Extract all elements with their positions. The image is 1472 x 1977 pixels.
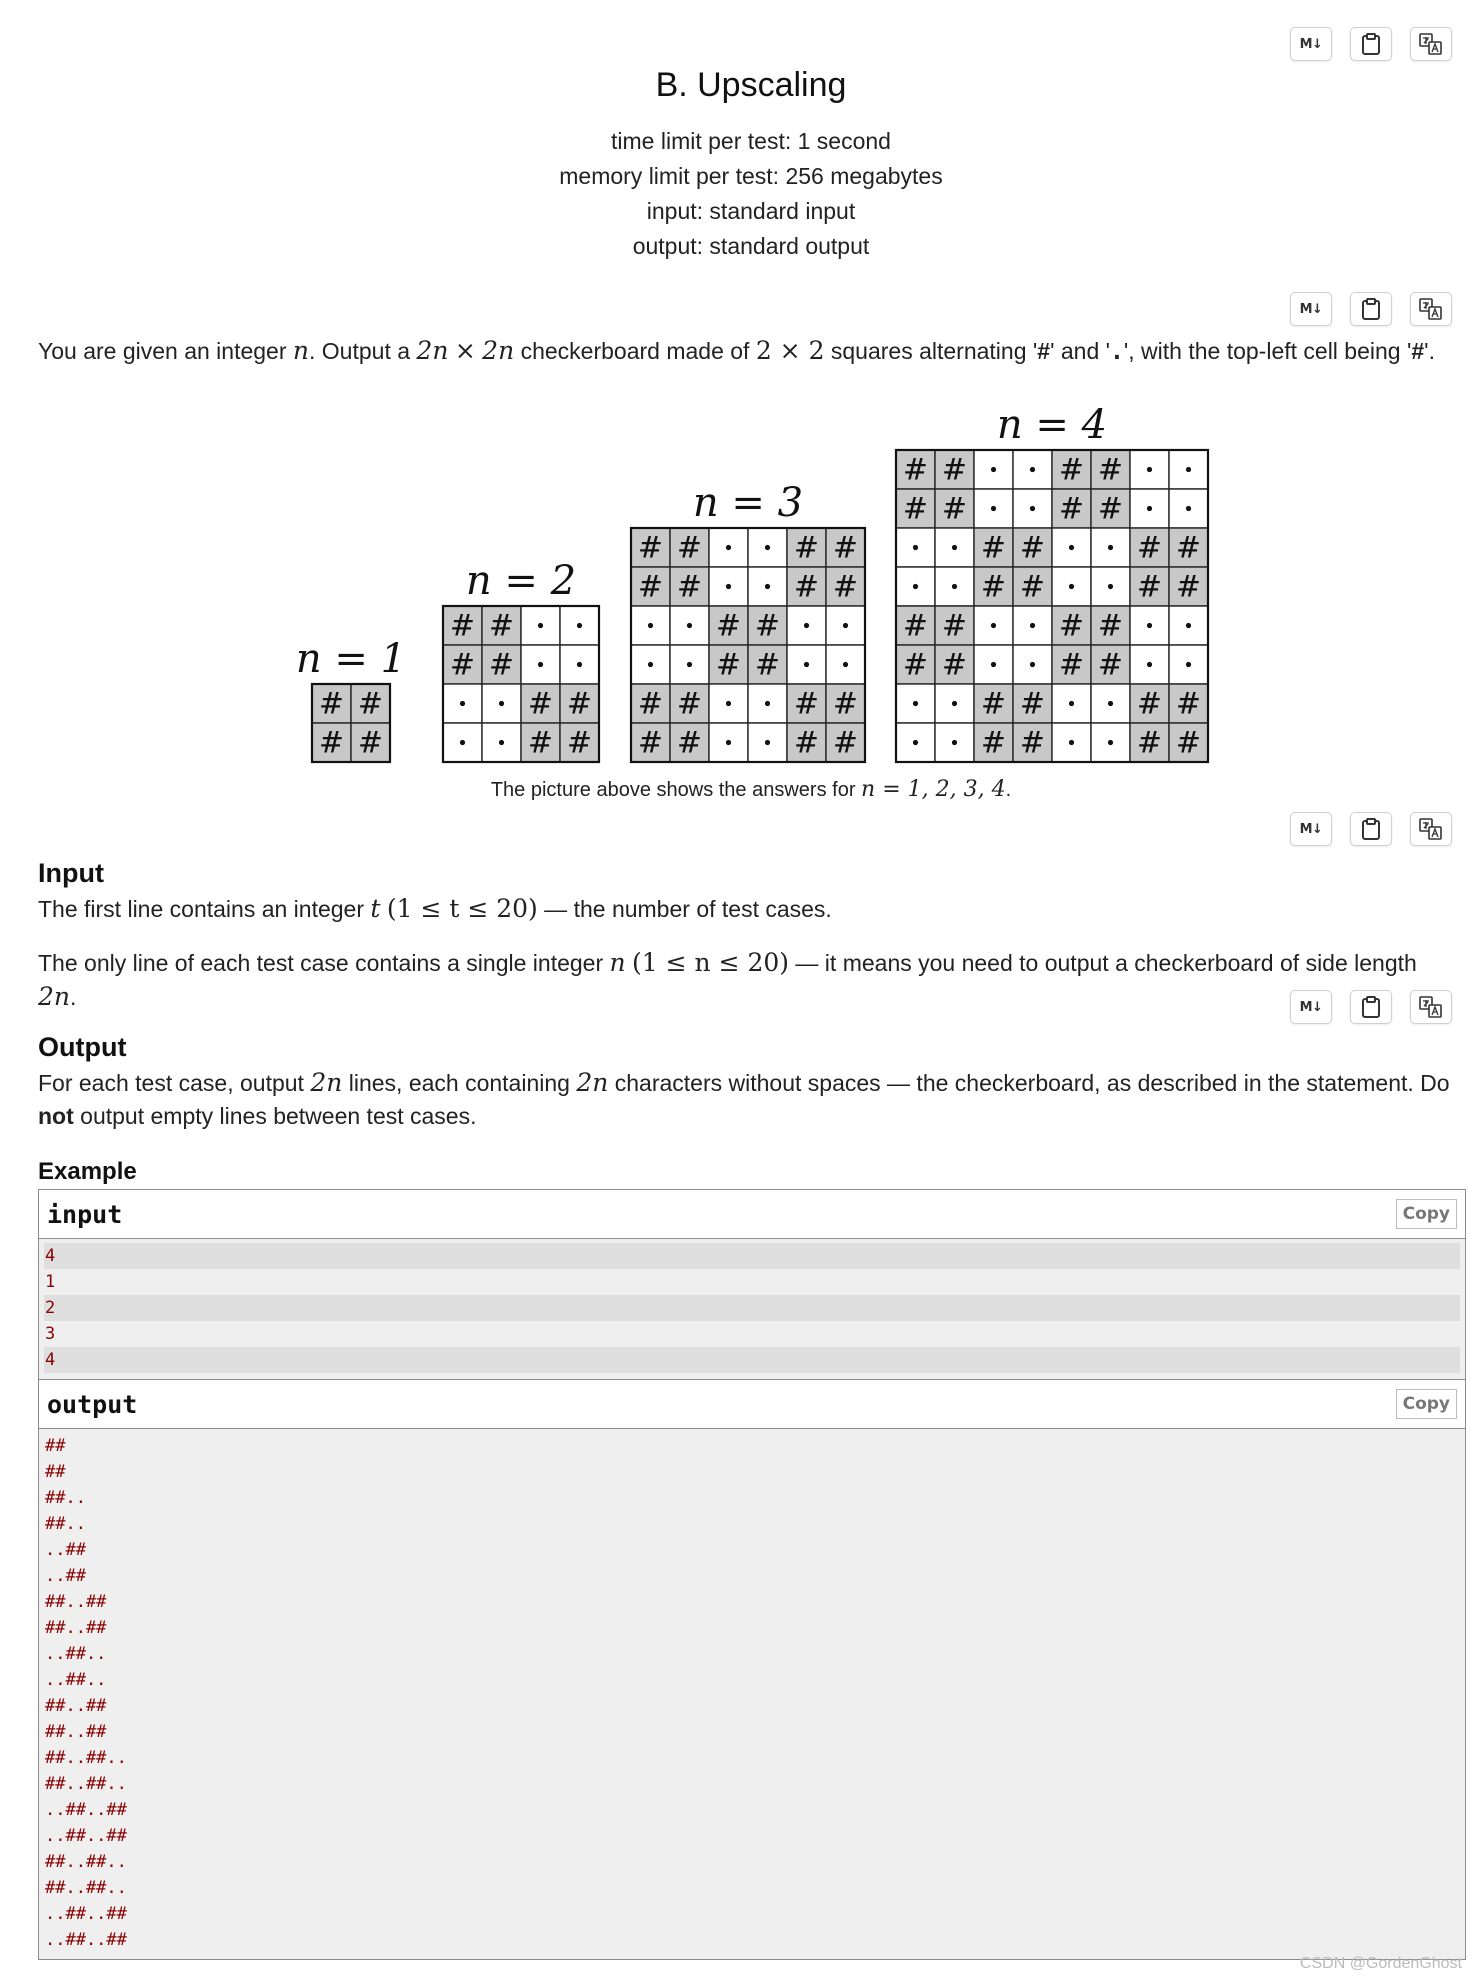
sample-output-line: ##: [45, 1462, 66, 1482]
sample-output-line: ##..: [45, 1514, 86, 1534]
dot-mark: [1030, 623, 1035, 628]
sample-output-line: ##: [45, 1436, 66, 1456]
dot-mark: [687, 662, 692, 667]
dot-mark: [952, 584, 957, 589]
input-text: — the number of test cases.: [537, 896, 832, 922]
math-expr: 2n: [310, 1068, 343, 1097]
checkerboard-figure: [0, 390, 1472, 770]
sample-output-line: ..##..##: [45, 1800, 127, 1820]
hash-mark: #: [941, 452, 968, 488]
statement-text-part: '.: [1424, 338, 1435, 364]
dot-mark: [991, 467, 996, 472]
hash-mark: #: [1136, 530, 1163, 566]
copy-statement-button[interactable]: [1350, 292, 1392, 326]
translate-button[interactable]: [1410, 990, 1452, 1024]
sample-input: [38, 1189, 1466, 1380]
input-type: input: standard input: [646, 198, 856, 224]
math-times: ×: [454, 336, 476, 365]
hash-mark: #: [1058, 647, 1085, 683]
sample-output-line: ..##..: [45, 1644, 107, 1664]
dot-mark: [804, 662, 809, 667]
translate-icon: [1419, 818, 1443, 840]
hash-mark: #: [902, 491, 929, 527]
hash-mark: #: [449, 647, 476, 683]
dot-mark: [913, 701, 918, 706]
hash-mark: #: [566, 686, 593, 722]
math-var: n: [609, 948, 626, 977]
markdown-icon: M↓: [1299, 999, 1323, 1015]
dot-mark: [1108, 584, 1113, 589]
hash-mark: #: [941, 608, 968, 644]
dot-mark: [648, 623, 653, 628]
dot-mark: [1186, 662, 1191, 667]
dot-mark: [577, 623, 582, 628]
dot-mark: [991, 662, 996, 667]
hash-mark: #: [1097, 647, 1124, 683]
dot-mark: [687, 623, 692, 628]
dot-mark: [726, 584, 731, 589]
translate-button[interactable]: [1410, 27, 1452, 61]
board-n1: [296, 636, 406, 762]
output-section-title: Output: [38, 1032, 127, 1062]
hash-mark: #: [1175, 530, 1202, 566]
hash-mark: #: [1097, 452, 1124, 488]
dot-mark: [952, 545, 957, 550]
sample-output-line: ##..##..: [45, 1774, 127, 1794]
hash-mark: #: [637, 686, 664, 722]
copy-output-spec-button[interactable]: [1350, 990, 1392, 1024]
markdown-button[interactable]: [1290, 292, 1332, 326]
sample-output-line: ##..##..: [45, 1748, 127, 1768]
sample-output-line: ..##..##: [45, 1930, 127, 1950]
markdown-icon: M↓: [1299, 301, 1323, 317]
hash-mark: #: [676, 686, 703, 722]
sample-input-label: input: [47, 1200, 123, 1229]
copy-statement-button[interactable]: [1350, 27, 1392, 61]
dot-char: .: [1110, 339, 1124, 365]
dot-mark: [1108, 545, 1113, 550]
math-var: t: [370, 894, 381, 923]
dot-mark: [1186, 467, 1191, 472]
math-expr: 2n: [576, 1068, 609, 1097]
board-label: n = 4: [996, 402, 1108, 448]
math-expr: 2n: [416, 336, 449, 365]
math-expr: 2n: [38, 982, 71, 1011]
sample-input-line: 3: [45, 1324, 56, 1344]
dot-mark: [460, 701, 465, 706]
hash-mark: #: [676, 725, 703, 761]
math-constraint: (1 ≤ t ≤ 20): [386, 894, 538, 923]
dot-mark: [1030, 662, 1035, 667]
problem-limits: [0, 124, 1472, 264]
hash-mark: #: [941, 647, 968, 683]
sample-output-header: [39, 1380, 1465, 1429]
input-line-2: [38, 946, 1458, 1014]
output-toolbar: [1290, 990, 1452, 1024]
time-limit: time limit per test: 1 second: [611, 128, 891, 154]
sample-output-line: ##..##: [45, 1618, 107, 1638]
board-label: n = 3: [692, 480, 804, 526]
hash-mark: #: [941, 491, 968, 527]
translate-icon: [1419, 33, 1443, 55]
sample-output-line: ..##: [45, 1540, 86, 1560]
dot-mark: [538, 623, 543, 628]
dot-mark: [991, 623, 996, 628]
hash-mark: #: [488, 608, 515, 644]
translate-icon: [1419, 298, 1443, 320]
dot-mark: [577, 662, 582, 667]
sample-input-line: 4: [44, 1347, 1460, 1373]
hash-mark: #: [902, 647, 929, 683]
sample-output-line: ##..##..: [45, 1852, 127, 1872]
hash-mark: #: [318, 686, 345, 722]
dot-mark: [952, 740, 957, 745]
example-title: Example: [38, 1158, 137, 1185]
hash-mark: #: [1097, 491, 1124, 527]
sample-output-line: ##..: [45, 1488, 86, 1508]
input-toolbar: [1290, 812, 1452, 846]
dot-mark: [1030, 506, 1035, 511]
hash-mark: #: [1058, 491, 1085, 527]
watermark: CSDN @GordenGhost: [1299, 1955, 1462, 1972]
dot-mark: [1108, 701, 1113, 706]
clipboard-icon: [1361, 996, 1381, 1018]
translate-button[interactable]: [1410, 812, 1452, 846]
sample-input-line: 1: [45, 1272, 56, 1292]
hash-mark: #: [637, 530, 664, 566]
hash-mark: #: [832, 569, 859, 605]
dot-mark: [843, 623, 848, 628]
output-text: For each test case, output: [38, 1070, 311, 1096]
markdown-icon: M↓: [1299, 36, 1323, 52]
markdown-icon: M↓: [1299, 821, 1323, 837]
hash-mark: #: [980, 686, 1007, 722]
hash-mark: #: [488, 647, 515, 683]
problem-title: B. Upscaling: [655, 66, 847, 104]
board-n3: [631, 480, 865, 762]
dot-mark: [499, 740, 504, 745]
dot-mark: [913, 584, 918, 589]
dot-mark: [765, 545, 770, 550]
input-text: The first line contains an integer: [38, 896, 371, 922]
copy-input-spec-button[interactable]: [1350, 812, 1392, 846]
hash-mark: #: [793, 686, 820, 722]
dot-mark: [1147, 623, 1152, 628]
hash-mark: #: [902, 452, 929, 488]
statement-text-part: squares alternating ': [824, 338, 1038, 364]
caption-math: n = 1, 2, 3, 4: [861, 777, 1006, 802]
markdown-button[interactable]: [1290, 990, 1332, 1024]
sample-output-line: ##..##: [45, 1722, 107, 1742]
dot-mark: [991, 506, 996, 511]
copy-output-button[interactable]: Copy: [1396, 1389, 1457, 1419]
sample-input-line: 4: [44, 1243, 1460, 1269]
dot-mark: [726, 701, 731, 706]
dot-mark: [765, 701, 770, 706]
hash-mark: #: [357, 686, 384, 722]
math-var: n: [292, 336, 310, 365]
hash-mark: #: [676, 530, 703, 566]
clipboard-icon: [1361, 33, 1381, 55]
hash-mark: #: [1175, 569, 1202, 605]
hash-mark: #: [1058, 608, 1085, 644]
copy-input-button[interactable]: Copy: [1396, 1199, 1457, 1229]
statement-text-part: checkerboard made of: [514, 338, 756, 364]
board-n2: [443, 558, 599, 762]
hash-char: #: [1411, 338, 1425, 364]
dot-mark: [1147, 662, 1152, 667]
dot-mark: [460, 740, 465, 745]
dot-mark: [1069, 545, 1074, 550]
hash-mark: #: [527, 686, 554, 722]
statement-text-part: ' and ': [1050, 338, 1111, 364]
input-text: .: [70, 984, 77, 1010]
statement-toolbar: [1290, 292, 1452, 326]
caption-text: The picture above shows the answers for: [490, 779, 862, 801]
input-line-1: [38, 892, 1458, 926]
markdown-button[interactable]: [1290, 27, 1332, 61]
hash-mark: #: [902, 608, 929, 644]
hash-mark: #: [1097, 608, 1124, 644]
sample-output: [38, 1379, 1466, 1960]
hash-mark: #: [1019, 686, 1046, 722]
sample-input-body[interactable]: [39, 1239, 1465, 1379]
hash-mark: #: [754, 608, 781, 644]
hash-mark: #: [832, 530, 859, 566]
hash-mark: #: [637, 725, 664, 761]
markdown-button[interactable]: [1290, 812, 1332, 846]
dot-mark: [499, 701, 504, 706]
sample-output-body[interactable]: [39, 1429, 1465, 1959]
hash-mark: #: [1136, 686, 1163, 722]
board-n4: [896, 402, 1208, 762]
output-text: lines, each containing: [342, 1070, 577, 1096]
hash-mark: #: [1136, 569, 1163, 605]
hash-mark: #: [715, 647, 742, 683]
sample-output-line: ##..##: [45, 1696, 107, 1716]
hash-mark: #: [1019, 530, 1046, 566]
hash-mark: #: [449, 608, 476, 644]
clipboard-icon: [1361, 298, 1381, 320]
sample-output-line: ..##..##: [45, 1826, 127, 1846]
dot-mark: [1147, 467, 1152, 472]
output-type: output: standard output: [632, 233, 870, 259]
hash-mark: #: [754, 647, 781, 683]
hash-mark: #: [1019, 725, 1046, 761]
dot-mark: [804, 623, 809, 628]
dot-mark: [1069, 701, 1074, 706]
statement-text-part: You are given an integer: [38, 338, 293, 364]
hash-mark: #: [980, 569, 1007, 605]
hash-mark: #: [1136, 725, 1163, 761]
dot-mark: [952, 701, 957, 706]
hash-mark: #: [832, 725, 859, 761]
dot-mark: [1069, 740, 1074, 745]
hash-mark: #: [832, 686, 859, 722]
clipboard-icon: [1361, 818, 1381, 840]
dot-mark: [1186, 623, 1191, 628]
statement-text-part: . Output a: [309, 338, 417, 364]
dot-mark: [765, 584, 770, 589]
dot-mark: [843, 662, 848, 667]
hash-mark: #: [1175, 725, 1202, 761]
caption-end: .: [1005, 779, 1012, 801]
dot-mark: [726, 545, 731, 550]
hash-mark: #: [793, 569, 820, 605]
figure-caption: [0, 777, 1472, 802]
sample-output-line: ##..##: [45, 1592, 107, 1612]
hash-mark: #: [980, 530, 1007, 566]
hash-mark: #: [527, 725, 554, 761]
dot-mark: [1069, 584, 1074, 589]
dot-mark: [726, 740, 731, 745]
hash-mark: #: [1175, 686, 1202, 722]
hash-mark: #: [357, 725, 384, 761]
dot-mark: [1186, 506, 1191, 511]
dot-mark: [1147, 506, 1152, 511]
memory-limit: memory limit per test: 256 megabytes: [559, 163, 943, 189]
output-description: [38, 1066, 1458, 1133]
sample-input-line: 2: [44, 1295, 1460, 1321]
hash-mark: #: [1058, 452, 1085, 488]
dot-mark: [913, 740, 918, 745]
dot-mark: [1108, 740, 1113, 745]
sample-output-line: ..##..: [45, 1670, 107, 1690]
hash-mark: #: [793, 530, 820, 566]
sample-output-line: ##..##..: [45, 1878, 127, 1898]
hash-mark: #: [793, 725, 820, 761]
dot-mark: [765, 740, 770, 745]
board-label: n = 1: [295, 636, 407, 682]
hash-mark: #: [715, 608, 742, 644]
hash-mark: #: [980, 725, 1007, 761]
hash-char: #: [1037, 338, 1051, 364]
dot-mark: [913, 545, 918, 550]
dot-mark: [538, 662, 543, 667]
sample-input-header: [39, 1190, 1465, 1239]
math-expr: 2n: [482, 336, 515, 365]
output-text: characters without spaces — the checkerboard, as described in the statement. Do: [608, 1070, 1450, 1096]
hash-mark: #: [1019, 569, 1046, 605]
sample-output-line: ..##: [45, 1566, 86, 1586]
dot-mark: [1030, 467, 1035, 472]
hash-mark: #: [566, 725, 593, 761]
output-bold-not: not: [38, 1103, 74, 1129]
hash-mark: #: [637, 569, 664, 605]
translate-icon: [1419, 996, 1443, 1018]
statement-text: [38, 334, 1458, 369]
input-text: — it means you need to output a checkerboard of side length: [789, 950, 1417, 976]
board-label: n = 2: [465, 558, 577, 604]
hash-mark: #: [676, 569, 703, 605]
sample-output-line: ..##..##: [45, 1904, 127, 1924]
dot-mark: [648, 662, 653, 667]
math-expr: 2 × 2: [755, 336, 825, 365]
hash-mark: #: [318, 725, 345, 761]
input-section-title: Input: [38, 858, 104, 888]
sample-output-label: output: [47, 1390, 138, 1419]
output-text: output empty lines between test cases.: [73, 1103, 477, 1129]
translate-button[interactable]: [1410, 292, 1452, 326]
header-toolbar: [1290, 27, 1452, 61]
statement-text-part: ', with the top-left cell being ': [1123, 338, 1412, 364]
input-text: The only line of each test case contains a single integer: [38, 950, 610, 976]
math-constraint: (1 ≤ n ≤ 20): [632, 948, 790, 977]
